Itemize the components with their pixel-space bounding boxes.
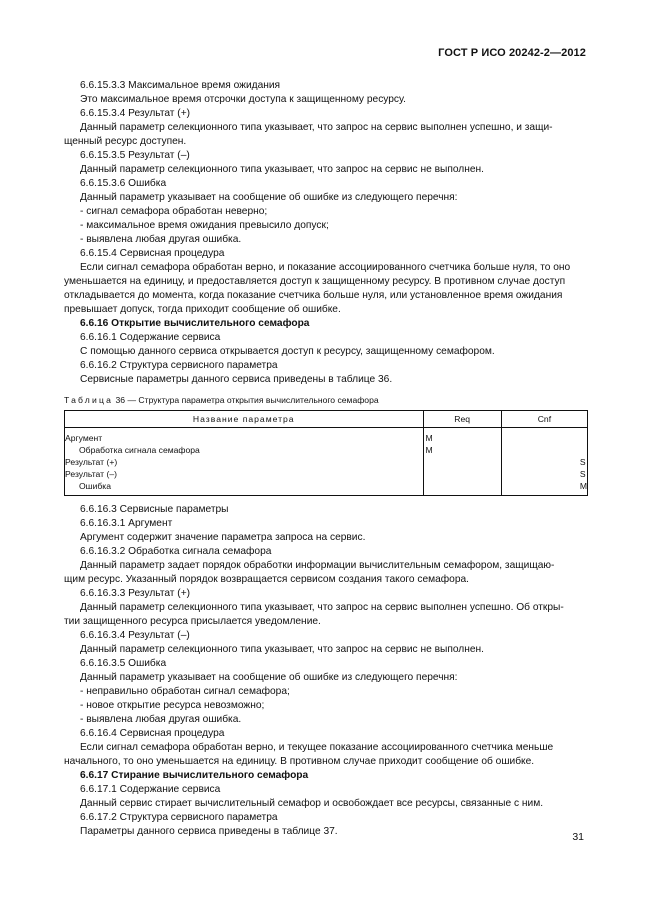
paragraph-line: 6.6.15.4 Сервисная процедура	[80, 248, 225, 259]
table-caption-text: 36 — Структура параметра открытия вычислительного семафора	[113, 395, 379, 405]
paragraph-line: 6.6.17.2 Структура сервисного параметра	[80, 812, 278, 823]
paragraph-line: Данный параметр селекционного типа указывает, что запрос на сервис выполнен успешно. Об откры-	[80, 602, 564, 613]
paragraph-line: Аргумент содержит значение параметра запроса на сервис.	[80, 532, 366, 543]
req-value: M	[425, 433, 433, 443]
paragraph-line: 6.6.16.4 Сервисная процедура	[80, 728, 225, 739]
req-value	[426, 468, 501, 480]
paragraph-line: 6.6.17 Стирание вычислительного семафора	[80, 770, 309, 781]
paragraph-line: Данный сервис стирает вычислительный семафор и освобождает все ресурсы, связанные с ним.	[80, 798, 544, 809]
cnf-value: S	[579, 457, 586, 467]
parameter-name: Обработка сигнала семафора	[79, 445, 200, 455]
paragraph-line: тии защищенного ресурса присылается уведомление.	[64, 616, 321, 627]
cnf-value: M	[579, 481, 587, 491]
parameter-table	[64, 410, 588, 496]
paragraph-line: начального, то оно уменьшается на единицу. В противном случае приходит сообщение об ошибке.	[64, 756, 535, 767]
table-header-row	[65, 411, 588, 428]
cnf-value	[580, 432, 587, 444]
paragraph-line: 6.6.15.3.5 Результат (–)	[80, 150, 190, 161]
header-parameter-name: Название параметра	[65, 411, 424, 428]
paragraph-line: щенный ресурс доступен.	[64, 136, 187, 147]
section-semaphore-open-erase	[64, 503, 588, 839]
paragraph-line: 6.6.15.3.3 Максимальное время ожидания	[80, 80, 281, 91]
paragraph-line: 6.6.16.3.1 Аргумент	[80, 518, 173, 529]
paragraph-line: Данный параметр селекционного типа указывает, что запрос на сервис не выполнен.	[80, 644, 484, 655]
paragraph-line: Если сигнал семафора обработан верно, и текущее показание ассоциированного счетчика меньше	[80, 742, 554, 753]
paragraph-line: Данный параметр указывает на сообщение об ошибке из следующего перечня:	[80, 672, 458, 683]
section-semaphore-wait	[64, 79, 588, 387]
paragraph-line: - сигнал семафора обработан неверно;	[80, 206, 268, 217]
paragraph-line: 6.6.17.1 Содержание сервиса	[80, 784, 221, 795]
paragraph-line: 6.6.16.3.4 Результат (–)	[80, 630, 190, 641]
paragraph-line: Это максимальное время отсрочки доступа к защищенному ресурсу.	[80, 94, 406, 105]
paragraph-line: Данный параметр селекционного типа указывает, что запрос на сервис не выполнен.	[80, 164, 484, 175]
table-caption-word: Таблица	[64, 395, 114, 405]
cnf-values-cell	[501, 428, 587, 496]
parameter-names-cell	[65, 428, 424, 496]
paragraph-line: - новое открытие ресурса невозможно;	[80, 700, 265, 711]
paragraph-line: - максимальное время ожидания превысило допуск;	[80, 220, 329, 231]
parameter-name: Аргумент	[65, 433, 103, 443]
page-number: 31	[572, 831, 584, 843]
paragraph-line: превышает допуск, тогда приходит сообщение об ошибке.	[64, 304, 341, 315]
paragraph-line: - выявлена любая другая ошибка.	[80, 714, 242, 725]
header-cnf: Cnf	[501, 411, 587, 428]
paragraph-line: откладывается до момента, когда показание счетчика больше нуля, или установленное время ожидания	[64, 290, 563, 301]
parameter-name: Результат (+)	[65, 457, 118, 467]
cnf-value: S	[579, 469, 586, 479]
paragraph-line: 6.6.16.1 Содержание сервиса	[80, 332, 221, 343]
req-values-cell	[423, 428, 501, 496]
paragraph-line: уменьшается на единицу, и предоставляется доступ к защищенному ресурсу. В противном случае доступ	[64, 276, 566, 287]
parameter-name: Ошибка	[79, 481, 112, 491]
paragraph-line: 6.6.16.3.5 Ошибка	[80, 658, 167, 669]
req-value	[426, 456, 501, 468]
paragraph-line: 6.6.16 Открытие вычислительного семафора	[80, 318, 310, 329]
paragraph-line: Сервисные параметры данного сервиса приведены в таблице 36.	[80, 374, 393, 385]
cnf-value	[580, 444, 587, 456]
paragraph-line: 6.6.15.3.6 Ошибка	[80, 178, 167, 189]
paragraph-line: щим ресурс. Указанный порядок возвращается сервисом создания такого семафора.	[64, 574, 469, 585]
paragraph-line: Данный параметр селекционного типа указывает, что запрос на сервис выполнен успешно, и защи-	[80, 122, 553, 133]
paragraph-line: Данный параметр задает порядок обработки информации вычислительным семафором, защищаю-	[80, 560, 555, 571]
paragraph-line: 6.6.15.3.4 Результат (+)	[80, 108, 191, 119]
document-header: ГОСТ Р ИСО 20242-2—2012	[438, 47, 586, 59]
paragraph-line: С помощью данного сервиса открывается доступ к ресурсу, защищенному семафором.	[80, 346, 495, 357]
page-body	[64, 79, 588, 839]
req-value: M	[425, 445, 433, 455]
paragraph-line: Параметры данного сервиса приведены в таблице 37.	[80, 826, 338, 837]
paragraph-line: Данный параметр указывает на сообщение об ошибке из следующего перечня:	[80, 192, 458, 203]
req-value	[426, 480, 501, 492]
paragraph-line: - неправильно обработан сигнал семафора;	[80, 686, 290, 697]
header-req: Req	[423, 411, 501, 428]
paragraph-line: - выявлена любая другая ошибка.	[80, 234, 242, 245]
paragraph-line: Если сигнал семафора обработан верно, и показание ассоциированного счетчика больше нуля, то оно	[80, 262, 571, 273]
paragraph-line: 6.6.16.3.2 Обработка сигнала семафора	[80, 546, 272, 557]
paragraph-line: 6.6.16.3.3 Результат (+)	[80, 588, 191, 599]
parameter-name: Результат (–)	[65, 469, 117, 479]
table-caption	[64, 393, 588, 407]
table-body-row	[65, 428, 588, 496]
paragraph-line: 6.6.16.3 Сервисные параметры	[80, 504, 229, 515]
paragraph-line: 6.6.16.2 Структура сервисного параметра	[80, 360, 278, 371]
